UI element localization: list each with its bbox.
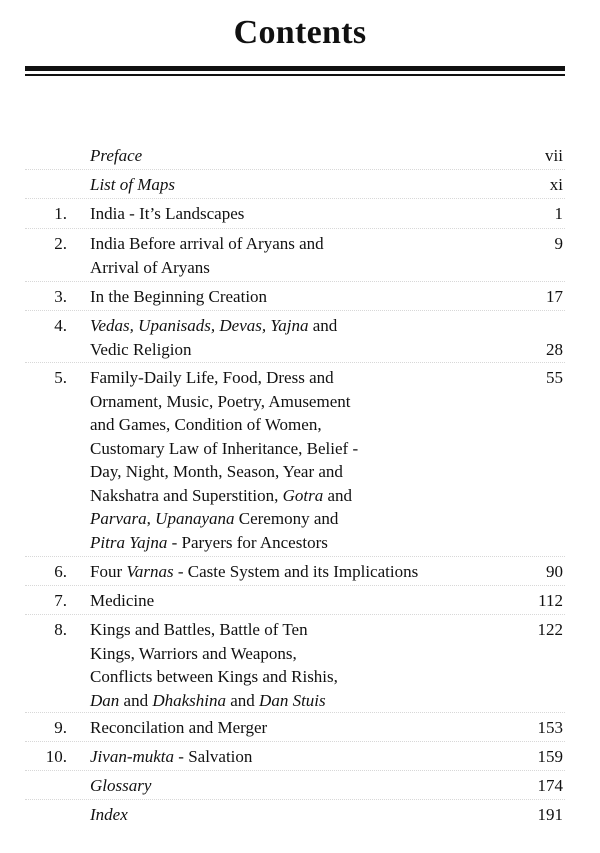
chapter-title: Glossary [90,776,152,795]
chapter-title: Jivan-mukta - Salvation [90,747,253,766]
entry-divider [25,362,565,363]
chapter-title: In the Beginning Creation [90,287,268,306]
entry-divider [25,585,565,586]
chapter-number: 8. [54,620,67,639]
page-number: 17 [546,287,563,306]
chapter-title: Medicine [90,591,155,610]
entry-divider [25,198,565,199]
chapter-title: Four Varnas - Caste System and its Implications [90,562,419,581]
page-number: vii [545,146,563,165]
entry-divider [25,770,565,771]
chapter-title: Index [90,805,128,824]
chapter-title: List of Maps [90,175,176,194]
entry-divider [25,556,565,557]
chapter-title: Reconcilation and Merger [90,718,268,737]
page-number: 55 [546,368,563,387]
page-number: 122 [537,620,563,639]
chapter-number: 9. [54,718,67,737]
entry-divider [25,228,565,229]
entry-divider [25,169,565,170]
entry-divider [25,281,565,282]
entry-divider [25,741,565,742]
chapter-number: 7. [54,591,67,610]
entry-divider [25,614,565,615]
title-rule-thin [25,74,565,76]
chapter-title: Preface [90,146,143,165]
chapter-number: 10. [45,747,67,766]
page-number: 174 [537,776,563,795]
chapter-number: 2. [54,234,67,253]
entry-divider [25,712,565,713]
chapter-title: India Before arrival of Aryans and Arrival of Aryans [90,234,324,277]
page-number: 9 [554,234,563,253]
chapter-title: India - It’s Landscapes [90,204,245,223]
chapter-title: Kings and Battles, Battle of Ten Kings, Warriors and Weapons, Conflicts between Kings and Rishis, Dan and Dhakshina and Dan Stuis [90,620,338,710]
chapter-number: 5. [54,368,67,387]
title-rule-thick [25,66,565,71]
chapter-number: 3. [54,287,67,306]
page-number: 153 [537,718,563,737]
chapter-number: 4. [54,316,67,335]
page-number: 90 [546,562,563,581]
chapter-title: Vedas, Upanisads, Devas, Yajna and Vedic Religion [90,316,338,359]
page-number: 28 [546,339,563,359]
page-number: 1 [554,204,563,223]
page-title: Contents [233,14,367,51]
page-number: 112 [538,591,563,610]
chapter-number: 1. [54,204,67,223]
chapter-number: 6. [54,562,67,581]
page-number: xi [549,175,563,194]
page-number: 159 [537,747,563,766]
page-number: 191 [537,805,563,824]
entry-divider [25,310,565,311]
chapter-title: Family-Daily Life, Food, Dress and Ornament, Music, Poetry, Amusement and Games, Condition of Women, Customary Law of Inheritance, Belief - Day, Night, Month, Season, Year and Nakshatra and Superstition, Gotra and Parvara, Upanayana Ceremony and Pitra Yajna - Paryers for Ancestors [90,368,359,552]
entry-divider [25,799,565,800]
